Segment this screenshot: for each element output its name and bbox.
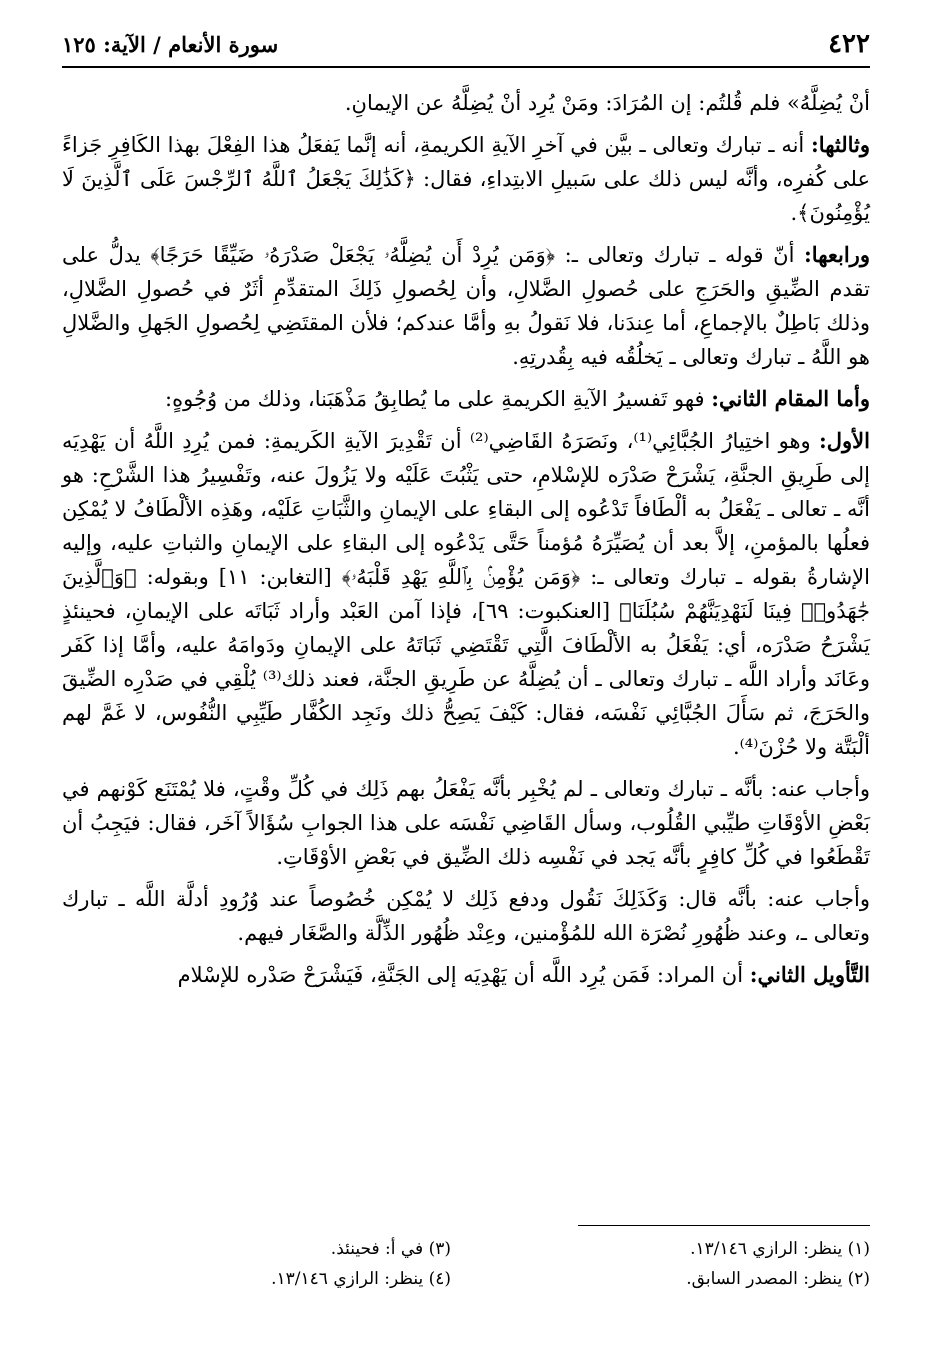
footnotes — [62, 1225, 870, 1294]
paragraph-lead: وثالثها: — [811, 132, 870, 157]
paragraph-text: وهو اختِيارُ الجُبَّائِي⁽¹⁾، ونَصَرَهُ القَاضِي⁽²⁾ أن تَقْدِيرَ الآيةِ الكَريمةِ: فمن يُرِدِ اللَّهُ أن يَهْدِيَه إلى طَرِيقِ الجنَّةِ، يَشْرَحْ صَدْرَه للإسْلامِ، حتى يَثْبُتَ عَلَيْه ولا يَزُولَ عنه، وتَفْسِيرُ هذا الشَّرْحِ: هو أنَّه ـ تعالى ـ يَفْعَلُ به ألْطَافاً تَدْعُوه إلى البقاءِ على الإيمانِ والثَّبَاتِ عَلَيْه، وهَذِه الألْطَافُ لا يُمْكِن فعلُها بالمؤمنِ، إلاَّ بعد أن يُصَيِّرَهُ مُؤمناً حَتَّى يَدْعُوه إلى البقاءِ على الإيمانِ والثباتِ عليه، وإليه الإشارةُ بقوله ـ تبارك وتعالى ـ: ﴿وَمَن يُؤْمِنۢ بِٱللَّهِ يَهْدِ قَلْبَهُۥ﴾ [التغابن: ١١] وبقوله: ﴿وَٱلَّذِينَ جَٰهَدُوا۟ فِينَا لَنَهْدِيَنَّهُمْ سُبُلَنَا﴾ [العنكبوت: ٦٩]، فإذا آمن العَبْد وأراد ثَبَاتَه على الإيمانِ، فحينئذٍ يَشْرَحُ صَدْرَه، أي: يَفْعَلُ به الألْطَافَ الَّتِي تَقْتَضِي ثَبَاتَهُ على الإيمانِ ودَوامَهُ عليه، وأمَّا إذا كَفَر وعَانَد وأراد اللَّه ـ تبارك وتعالى ـ أن يُضِلَّهُ عن طَرِيقِ الجنَّة، فعند ذلك⁽³⁾ يُلْقِي في صَدْرِه الضِّيقَ والحَرَجَ، ثم سَأَلَ الجُبَّائِي نَفْسَه، فقال: كَيْفَ يَصِحُّ ذلك ونَجِد الكُفَّار طَيِّبِي النُّفُوس، لا غَمَّ لهم ألْبَتَّة ولا حُزْنَ⁽⁴⁾. — [62, 429, 870, 759]
paragraph — [62, 382, 870, 416]
paragraph — [62, 128, 870, 230]
paragraph-text: أنّ قوله ـ تبارك وتعالى ـ: ﴿وَمَن يُرِدْ أَن يُضِلَّهُۥ يَجْعَلْ صَدْرَهُۥ ضَيِّقًا حَرَجًا﴾ يدلُّ على تقدم الضِّيقِ والحَرَجِ على حُصولِ الضَّلالِ، وأن لِحُصولِ ذَلِكَ المتقدِّمِ أثَرٌ في حُصولِ الضَّلالِ، وذلك بَاطِلٌ بالإجماعِ، أما عِندَنا، فلا نَقولُ بهِ وأمَّا عندكم؛ فلأن المقتَضِي لِحُصولِ الجَهلِ والضَّلالِ هو اللَّهُ ـ تبارك وتعالى ـ يَخلُقُه فيه بِقُدرتِهِ. — [62, 243, 870, 369]
paragraph — [62, 424, 870, 764]
paragraph — [62, 882, 870, 950]
footnote-divider — [578, 1225, 870, 1226]
footnote-3: (٣) في أ: فحينئذ. — [330, 1239, 451, 1259]
body-text — [62, 86, 870, 1000]
paragraph-lead: وأما المقام الثاني: — [711, 386, 870, 411]
paragraph-text: فهو تَفسيرُ الآيةِ الكريمةِ على ما يُطابِقُ مَذْهَبَنا، وذلك من وُجُوهٍ: — [165, 387, 705, 411]
paragraph-text: أنه ـ تبارك وتعالى ـ بيَّن في آخرِ الآيةِ الكريمةِ، أنه إنَّما يَفعَلُ هذا الفِعْلَ بهذا الكَافِرِ جَزاءً على كُفرِه، وأنَّه ليس ذلك على سَبيلِ الابتِداءِ، فقال: ﴿كَذَٰلِكَ يَجْعَلُ ٱللَّهُ ٱلرِّجْسَ عَلَى ٱلَّذِينَ لَا يُؤْمِنُونَ﴾. — [62, 133, 870, 225]
page-header — [62, 22, 870, 68]
running-title: سورة الأنعام / الآية: ١٢٥ — [62, 31, 279, 57]
paragraph-text: وأجاب عنه: بأنَّه ـ تبارك وتعالى ـ لم يُخْبِر بأنَّه يَفْعَلُ بهم ذَلِك في كُلِّ وقْتٍ، فلا يُمْتَنَع كَوْنهم في بَعْضِ الأوْقَاتِ طيِّبي القُلُوب، وسأل القَاضِي نَفْسَه على هذا الجوابِ سُؤَالاً آخَر، فقال: فيَجِبُ أن تَقْطَعُوا في كُلِّ كافِرٍ بأنَّه يَجد في نَفْسِه ذلك الضِّيق في بَعْضِ الأوْقَاتِ. — [62, 777, 870, 869]
paragraph — [62, 238, 870, 374]
footnote-4: (٤) ينظر: الرازي ١٣/١٤٦. — [271, 1269, 451, 1289]
paragraph-lead: ورابعها: — [804, 242, 870, 267]
paragraph-text: أن المراد: فَمَن يُرِد اللَّه أن يَهْدِيَه إلى الجَنَّةِ، فَيَشْرَحْ صَدْره للإسْلام — [177, 963, 744, 987]
footnote-1: (١) ينظر: الرازي ١٣/١٤٦. — [690, 1239, 870, 1259]
page-number: ٤٢٢ — [828, 29, 870, 59]
footnote-grid — [62, 1234, 870, 1294]
paragraph — [62, 772, 870, 874]
paragraph — [62, 958, 870, 992]
paragraph-text: أنْ يُضِلَّهُ» فلم قُلتُم: إن المُرَادَ: ومَنْ يُرِد أنْ يُضِلَّهُ عن الإيمانِ. — [344, 91, 870, 115]
paragraph-text: وأجاب عنه: بأنَّه قال: وَكَذَلِكَ نَقُول ودفع ذَلِك لا يُمْكِن خُصُوصاً عند وُرُودِ أدلَّة اللَّه ـ تبارك وتعالى ـ، وعند ظُهُورِ نُصْرَة الله للمُؤْمنين، وعِنْد ظُهُور الذِّلَّة والصَّغَار فيهم. — [62, 887, 870, 945]
paragraph — [62, 86, 870, 120]
paragraph-lead: التَّأويل الثاني: — [749, 962, 870, 987]
paragraph-lead: الأول: — [819, 428, 870, 453]
footnote-2: (٢) ينظر: المصدر السابق. — [686, 1269, 870, 1289]
